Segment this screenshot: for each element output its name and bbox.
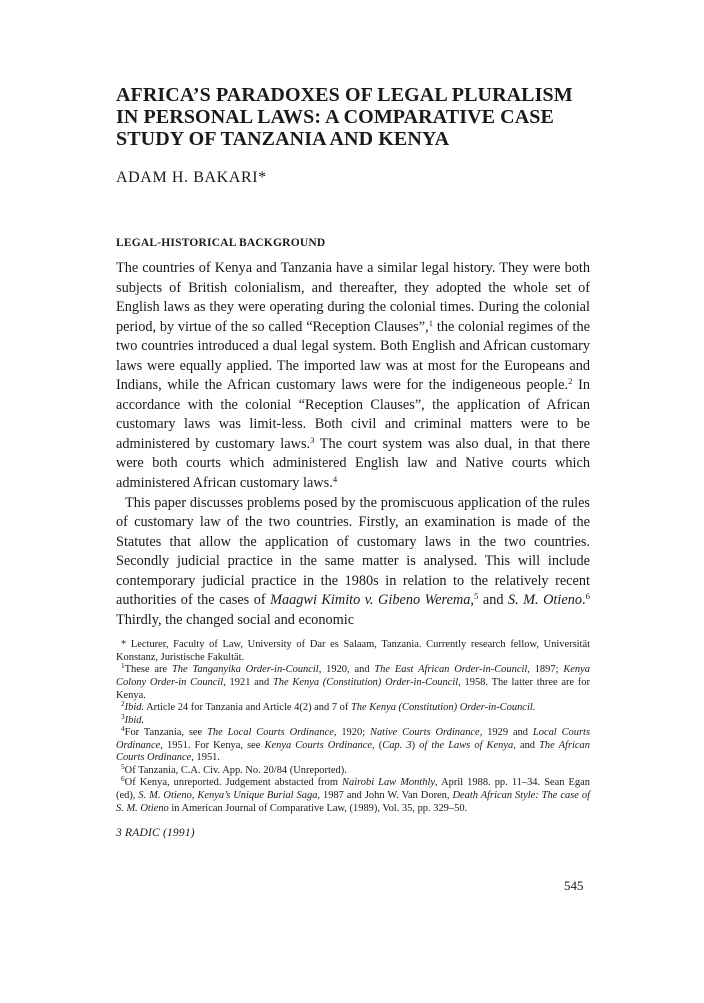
footnote-author: * Lecturer, Faculty of Law, University of Dar es Salaam, Tanzania. Currently research fellow, Universität Konstanz, Juristische Fakultät. bbox=[116, 639, 590, 663]
italic-run: Local Courts Ordinance bbox=[116, 727, 591, 751]
text-run: , 1951. For Kenya, see bbox=[160, 739, 265, 751]
text-run: Of Kenya, unreported. Judgement abstacted from bbox=[124, 777, 343, 789]
text-run: the colonial regimes of the two countries introduced a dual legal system. Both English and African customary laws were equally applied. The imported law was at most for the Europeans and Indians, while the African customary laws were for the indigeneous people. bbox=[116, 318, 590, 394]
italic-run: The Local Courts Ordinance bbox=[207, 727, 334, 739]
footnotes bbox=[116, 639, 590, 815]
footnote-ref-2: 2 bbox=[568, 376, 573, 387]
italic-run: Death African Style: The case of S. M. Otieno bbox=[116, 789, 590, 814]
footnote-number: 1 bbox=[121, 661, 125, 671]
text-run: , 1920; bbox=[333, 727, 370, 739]
text-run: , 1929 and bbox=[479, 727, 533, 739]
text-run: , ( bbox=[372, 739, 383, 751]
italic-run: The Kenya (Constitution) Order-in-Council bbox=[273, 677, 459, 689]
body-text bbox=[116, 259, 590, 630]
journal-reference: 3 RADIC (1991) bbox=[116, 827, 195, 840]
italic-run: Nairobi Law Monthly bbox=[342, 777, 435, 789]
text-run: , 1920, and bbox=[318, 664, 375, 676]
italic-run: Ibid. bbox=[124, 702, 145, 714]
text-run: In accordance with the colonial “Reception Clauses”, the application of African customary laws was limit-less. Both civil and criminal matters were to be administered by customary laws. bbox=[116, 377, 591, 452]
footnote-number: 3 bbox=[121, 711, 125, 721]
page-number: 545 bbox=[564, 878, 584, 893]
footnote-number: 6 bbox=[121, 774, 125, 784]
text-run: and bbox=[478, 592, 508, 609]
text-run: Article 24 for Tanzania and Article 4(2) and 7 of bbox=[144, 702, 351, 714]
italic-run: Kenya Colony Order-in Council bbox=[116, 664, 590, 689]
page-content bbox=[116, 84, 590, 839]
body-paragraph-1 bbox=[116, 259, 590, 494]
text-run: , 1897; bbox=[527, 664, 564, 676]
text-run: , 1987 and John W. Van Doren, bbox=[317, 789, 453, 801]
footnote-3 bbox=[116, 711, 590, 728]
text-run: in American Journal of Comparative Law, (1989), Vol. 35, pp. 329–50. bbox=[168, 802, 468, 814]
footnote-ref-1: 1 bbox=[428, 317, 434, 328]
text-run: , 1921 and bbox=[223, 677, 273, 689]
text-run: , and bbox=[513, 739, 540, 751]
italic-run: The African Courts Ordinance bbox=[116, 739, 590, 764]
footnote-2 bbox=[116, 699, 590, 715]
text-run: Of Tanzania, C.A. Civ. App. No. 20/84 (Unreported). bbox=[124, 764, 347, 776]
text-run: ) bbox=[411, 739, 420, 751]
body-paragraph-2: This paper discusses problems posed by the promiscuous application of the rules of customary law of the two countries. Firstly, an examination is made of the Statutes that allow the application of customary laws in the two countries. Secondly judicial practice in the same matter is analysed. This will include contemporary judicial practice in the 1980s in relation to the relatively recent authorities of the cases of Maagwi Kimito v. Gibeno Werema,$^5$ and S. M. Otieno.$^6$ Thirdly, the changed social and economic bbox=[116, 494, 591, 628]
italic-run: Ibid. bbox=[124, 714, 145, 726]
section-heading: LEGAL-HISTORICAL BACKGROUND bbox=[116, 237, 326, 249]
footnote-1 bbox=[116, 661, 590, 702]
footnote-ref-3: 3 bbox=[310, 435, 315, 446]
article-author: ADAM H. BAKARI* bbox=[116, 169, 267, 186]
text-run: For Tanzania, see bbox=[124, 727, 208, 739]
footnote-number: 5 bbox=[121, 761, 125, 771]
italic-run: Native Courts Ordinance bbox=[370, 727, 480, 739]
text-run: Thirdly, the changed social and economic bbox=[116, 611, 355, 628]
footnote-ref-6: 6 bbox=[585, 591, 591, 602]
case-name-otieno: S. M. Otieno bbox=[507, 592, 582, 609]
footnote-5 bbox=[116, 761, 590, 778]
italic-run: S. M. Otieno, Kenya’s Unique Burial Saga bbox=[138, 789, 318, 801]
article-title: AFRICA’S PARADOXES OF LEGAL PLURALISM IN PERSONAL LAWS: A COMPARATIVE CASE STUDY OF TANZANIA AND KENYA bbox=[116, 84, 573, 150]
italic-run: The Kenya (Constitution) Order-in-Council. bbox=[350, 702, 536, 714]
text-run: , 1958. The latter three are for Kenya. bbox=[116, 677, 590, 701]
footnote-ref-4: 4 bbox=[332, 474, 338, 485]
footnote-number: 2 bbox=[121, 699, 125, 709]
footnote-4 bbox=[116, 724, 591, 765]
text-run: The court system was also dual, in that there were both courts which administered English law and Native courts which administered African customary laws. bbox=[116, 435, 591, 492]
text-run: This paper discusses problems posed by the promiscuous application of the rules of customary law of the two countries. Firstly, an examination is made of the Statutes that allow the application of customary laws in the two countries. Secondly judicial practice in the same matter is analysed. This will include contemporary judicial practice in the 1980s in relation to the relatively recent authorities of the cases of bbox=[116, 494, 590, 609]
italic-run: The East African Order-in-Council bbox=[374, 664, 528, 676]
text-run: , 1951. bbox=[191, 752, 220, 764]
footnote-6 bbox=[116, 774, 590, 815]
case-name-maagwi: Maagwi Kimito v. Gibeno Werema bbox=[270, 592, 471, 609]
italic-run: of the Laws of Kenya bbox=[419, 739, 514, 751]
italic-run: The Tanganyika Order-in-Council bbox=[172, 664, 319, 676]
italic-run: Kenya Courts Ordinance bbox=[264, 739, 373, 751]
italic-run: Cap. 3 bbox=[382, 739, 412, 751]
text-run: , April 1988. pp. 11–34. Sean Egan (ed), bbox=[116, 777, 590, 801]
footnote-ref-5: 5 bbox=[473, 591, 479, 602]
text-run: The countries of Kenya and Tanzania have a similar legal history. They were both subjects of British colonialism, and thereafter, they adopted the whole set of English laws as they were operating during the colonial times. During the colonial period, by virtue of the so called “Reception Clauses”, bbox=[116, 260, 590, 335]
footnote-number: 4 bbox=[121, 724, 125, 734]
text-run: These are bbox=[124, 664, 172, 676]
